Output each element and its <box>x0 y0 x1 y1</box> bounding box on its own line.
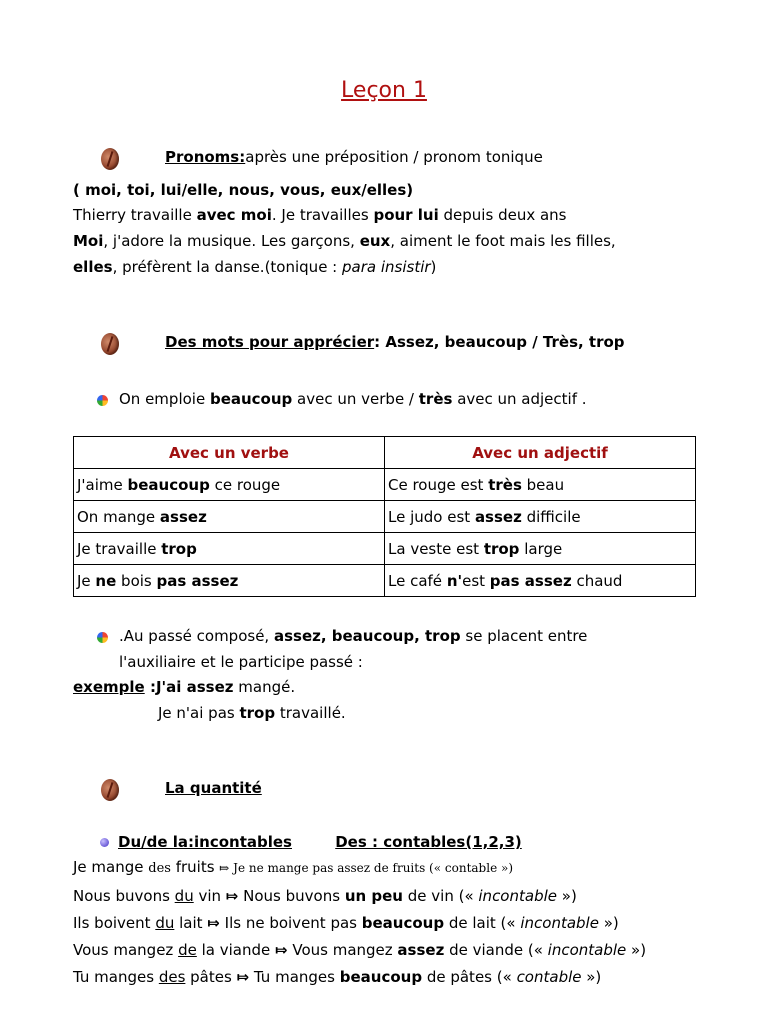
text: avec un adjectif . <box>452 390 587 408</box>
text: de pâtes (« <box>422 968 517 986</box>
bullet-icon <box>97 395 108 406</box>
sub-left: Du/de la:incontables <box>118 833 292 851</box>
text: mangé. <box>233 678 296 696</box>
text: Je ne mange pas assez de fruits (« contable ») <box>229 861 514 875</box>
text: , j'adore la musique. Les garçons, <box>103 232 360 250</box>
quantity-line-4 <box>73 941 646 959</box>
table-cell <box>385 565 696 597</box>
table-cell <box>74 565 385 597</box>
bean-icon <box>101 148 119 170</box>
text: est <box>462 571 490 590</box>
italic: incontable <box>478 887 557 905</box>
partitive: du <box>155 914 175 932</box>
text: Vous mangez <box>287 941 398 959</box>
emph: pour lui <box>373 206 439 224</box>
text: chaud <box>571 571 623 590</box>
emph: trop <box>483 539 520 558</box>
text: ce rouge <box>209 475 281 494</box>
emph: un peu <box>344 887 403 905</box>
example-line-2 <box>73 232 616 250</box>
text: J'aime <box>77 475 128 494</box>
section2-heading-line <box>127 333 625 351</box>
adverb-table <box>73 436 696 597</box>
text: ») <box>626 941 647 959</box>
italic: incontable <box>520 914 599 932</box>
text: Le judo est <box>388 507 475 526</box>
quantity-line-1 <box>73 858 513 876</box>
arrow-icon: ⤇ <box>219 861 230 875</box>
text: , aiment le foot mais les filles, <box>390 232 616 250</box>
bullet-icon <box>100 838 109 847</box>
emph: assez, beaucoup, trop <box>273 627 461 645</box>
text: Tu manges <box>73 968 159 986</box>
text: ) <box>430 258 437 276</box>
text: Vous mangez <box>73 941 179 959</box>
emph: très <box>418 390 453 408</box>
sub-right: Des : contables(1,2,3) <box>335 833 522 851</box>
emph: Moi <box>73 232 104 250</box>
section1-heading: Pronoms: <box>165 148 246 166</box>
text: lait <box>174 914 208 932</box>
text: pâtes <box>185 968 237 986</box>
emph: :J'ai <box>144 678 187 696</box>
emph: assez <box>159 507 207 526</box>
table-cell <box>74 469 385 501</box>
emph: trop <box>161 539 197 558</box>
text: large <box>519 539 563 558</box>
text: depuis deux ans <box>438 206 567 224</box>
arrow-icon: ⤇ <box>275 941 288 959</box>
example-line-3 <box>73 258 436 276</box>
example-line <box>158 704 346 722</box>
bullet-icon <box>97 632 108 643</box>
emph: beaucoup <box>209 390 293 408</box>
passe-compose-line-2: l'auxiliaire et le participe passé : <box>119 653 363 671</box>
arrow-icon: ⤇ <box>236 968 250 986</box>
example-line <box>73 678 295 696</box>
italic: para insistir <box>342 258 431 276</box>
table-cell <box>385 501 696 533</box>
text: bois <box>116 571 157 590</box>
page-title: Leçon 1 <box>341 78 427 103</box>
text: Le café <box>388 571 447 590</box>
text: ») <box>581 968 602 986</box>
emph: beaucoup <box>339 968 423 986</box>
pronoun-list: ( moi, toi, lui/elle, nous, vous, eux/elles) <box>73 181 414 199</box>
text: la viande <box>196 941 275 959</box>
text: beau <box>521 475 565 494</box>
table-cell <box>74 533 385 565</box>
text: Je mange <box>73 858 149 876</box>
text: difficile <box>521 507 581 526</box>
text: On emploie <box>119 390 210 408</box>
text: avec un verbe / <box>292 390 419 408</box>
bean-icon <box>101 779 119 801</box>
table-row <box>74 469 696 501</box>
text: Thierry travaille <box>73 206 197 224</box>
emph: beaucoup <box>361 914 445 932</box>
text: ») <box>598 914 619 932</box>
italic: incontable <box>547 941 627 959</box>
arrow-icon: ⤇ <box>207 914 220 932</box>
text: . Je travailles <box>271 206 374 224</box>
text: vin <box>193 887 226 905</box>
quantity-line-3 <box>73 914 619 932</box>
emph: pas assez <box>156 571 239 590</box>
text: Ils boivent <box>73 914 156 932</box>
text: fruits <box>170 858 220 876</box>
partitive: des <box>158 968 186 986</box>
text: , préfèrent la danse.(tonique : <box>112 258 343 276</box>
table-cell <box>385 533 696 565</box>
table-header-row <box>74 437 696 469</box>
text: Tu manges <box>249 968 340 986</box>
quantity-subheading <box>118 833 522 851</box>
text: Je n'ai pas <box>158 704 240 722</box>
emph: assez <box>186 678 234 696</box>
emph: trop <box>239 704 276 722</box>
section3-heading: La quantité <box>165 779 262 797</box>
text: .Au passé composé, <box>119 627 274 645</box>
text: se placent entre <box>460 627 588 645</box>
table-row <box>74 565 696 597</box>
quantity-line-5 <box>73 968 601 986</box>
table-header: Avec un verbe <box>74 437 385 469</box>
table-header: Avec un adjectif <box>385 437 696 469</box>
emph: elles <box>73 258 113 276</box>
quantity-line-2 <box>73 887 577 905</box>
italic: contable <box>516 968 582 986</box>
section2-heading-rest: : Assez, beaucoup / Très, trop <box>374 333 625 351</box>
example-label: exemple <box>73 678 145 696</box>
emph: ne <box>95 571 117 590</box>
emph: très <box>488 475 522 494</box>
table-cell <box>385 469 696 501</box>
text: de lait (« <box>444 914 521 932</box>
emph: avec moi <box>196 206 272 224</box>
text: ») <box>557 887 577 905</box>
text: travaillé. <box>275 704 346 722</box>
section1-heading-rest: après une préposition / pronom tonique <box>245 148 543 166</box>
emph: assez <box>397 941 445 959</box>
section2-bullet <box>119 390 587 408</box>
section1-heading-line <box>127 148 543 166</box>
bean-icon <box>101 333 119 355</box>
emph: beaucoup <box>127 475 210 494</box>
text: Je travaille <box>77 539 162 558</box>
text: On mange <box>77 507 160 526</box>
text: de vin (« <box>402 887 479 905</box>
section3-heading-line <box>127 779 262 797</box>
text: Je <box>77 571 96 590</box>
text: Ce rouge est <box>388 475 489 494</box>
text: de viande (« <box>444 941 548 959</box>
emph: eux <box>359 232 391 250</box>
emph: pas assez <box>489 571 572 590</box>
arrow-icon: ⤇ <box>225 887 239 905</box>
table-cell <box>74 501 385 533</box>
table-row <box>74 533 696 565</box>
text: des <box>148 861 171 876</box>
table-row <box>74 501 696 533</box>
text: Nous buvons <box>73 887 175 905</box>
emph: n' <box>446 571 463 590</box>
passe-compose-line-1 <box>119 627 587 645</box>
section2-heading: Des mots pour apprécier <box>165 333 375 351</box>
example-line-1 <box>73 206 566 224</box>
text: Nous buvons <box>238 887 345 905</box>
partitive: du <box>174 887 194 905</box>
partitive: de <box>178 941 197 959</box>
emph: assez <box>474 507 522 526</box>
text: Ils ne boivent pas <box>219 914 362 932</box>
text: La veste est <box>388 539 484 558</box>
